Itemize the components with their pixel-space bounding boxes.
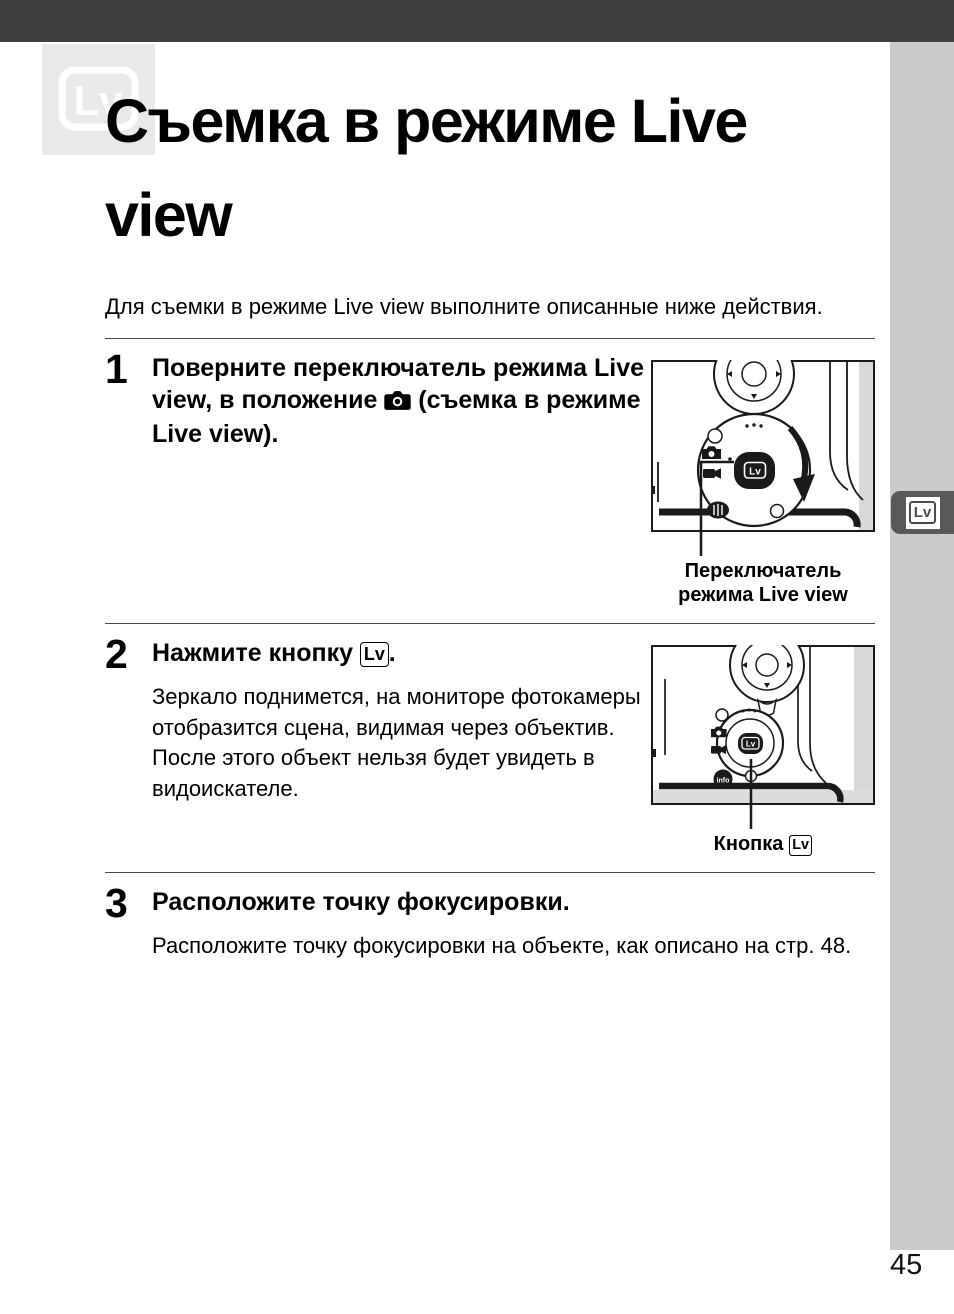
step-3-heading: Расположите точку фокусировки. <box>152 888 570 916</box>
step-1-heading-text: (съемка в режиме Live view). <box>152 386 641 448</box>
step-number: 3 <box>105 880 127 926</box>
lv-button-label: Lv <box>749 466 761 478</box>
step-2-heading-text: Нажмите кнопку <box>152 639 360 667</box>
camera-back-drawing <box>651 645 875 829</box>
movie-mode-icon <box>711 745 726 754</box>
intro-text: Для съемки в режиме Live view выполните описанные ниже действия. <box>105 294 823 319</box>
step-number: 1 <box>105 346 127 392</box>
page-content <box>105 42 875 962</box>
step-1-heading-text: Поверните переключатель режима Live view, в положение <box>152 354 645 414</box>
step-2-heading <box>152 637 651 669</box>
step-2-body: Зеркало поднимется, на мониторе фотокамеры отобразится сцена, видимая через объектив. После этого объект нельзя будет увидеть в видоискателе. <box>152 684 641 801</box>
movie-mode-icon <box>703 468 721 479</box>
step-1-text <box>152 347 651 450</box>
step-1 <box>105 339 875 607</box>
figure-caption: Переключатель режима Live view <box>678 560 848 606</box>
step-2-heading-text: . <box>388 639 396 667</box>
lv-icon: Lv <box>360 642 389 667</box>
step-number: 2 <box>105 631 127 677</box>
lv-button-label: Lv <box>745 739 756 749</box>
step-3-body: Расположите точку фокусировки на объекте, как описано на стр. 48. <box>152 933 852 958</box>
camera-illustration-lv-button <box>651 632 875 856</box>
page-title: Съемка в режиме Live view <box>105 87 747 249</box>
sidebar-strip <box>890 42 954 1250</box>
figure-caption <box>651 832 875 856</box>
watermark-lv-label: Lv <box>73 77 123 124</box>
info-button <box>714 770 733 789</box>
lv-icon: Lv <box>909 501 935 525</box>
figure-caption-text: Кнопка <box>713 833 789 855</box>
camera-icon <box>384 386 411 418</box>
step-1-heading <box>152 352 651 450</box>
step-3 <box>105 873 875 962</box>
camera-back-drawing <box>651 360 875 556</box>
step-2 <box>105 624 875 856</box>
sidebar-tab-box <box>906 497 940 529</box>
step-2-text <box>152 632 651 804</box>
top-bar <box>0 0 954 42</box>
speaker-icon <box>707 502 729 519</box>
step-3-text <box>152 881 875 962</box>
camera-side-shade <box>854 647 873 803</box>
sidebar-tab-live-view <box>891 491 954 534</box>
camera-side-shade <box>859 362 873 530</box>
page-number: 45 <box>890 1249 923 1281</box>
lv-icon: Lv <box>789 835 812 856</box>
info-button-label: info <box>716 777 730 785</box>
camera-illustration-mode-selector <box>651 347 875 607</box>
